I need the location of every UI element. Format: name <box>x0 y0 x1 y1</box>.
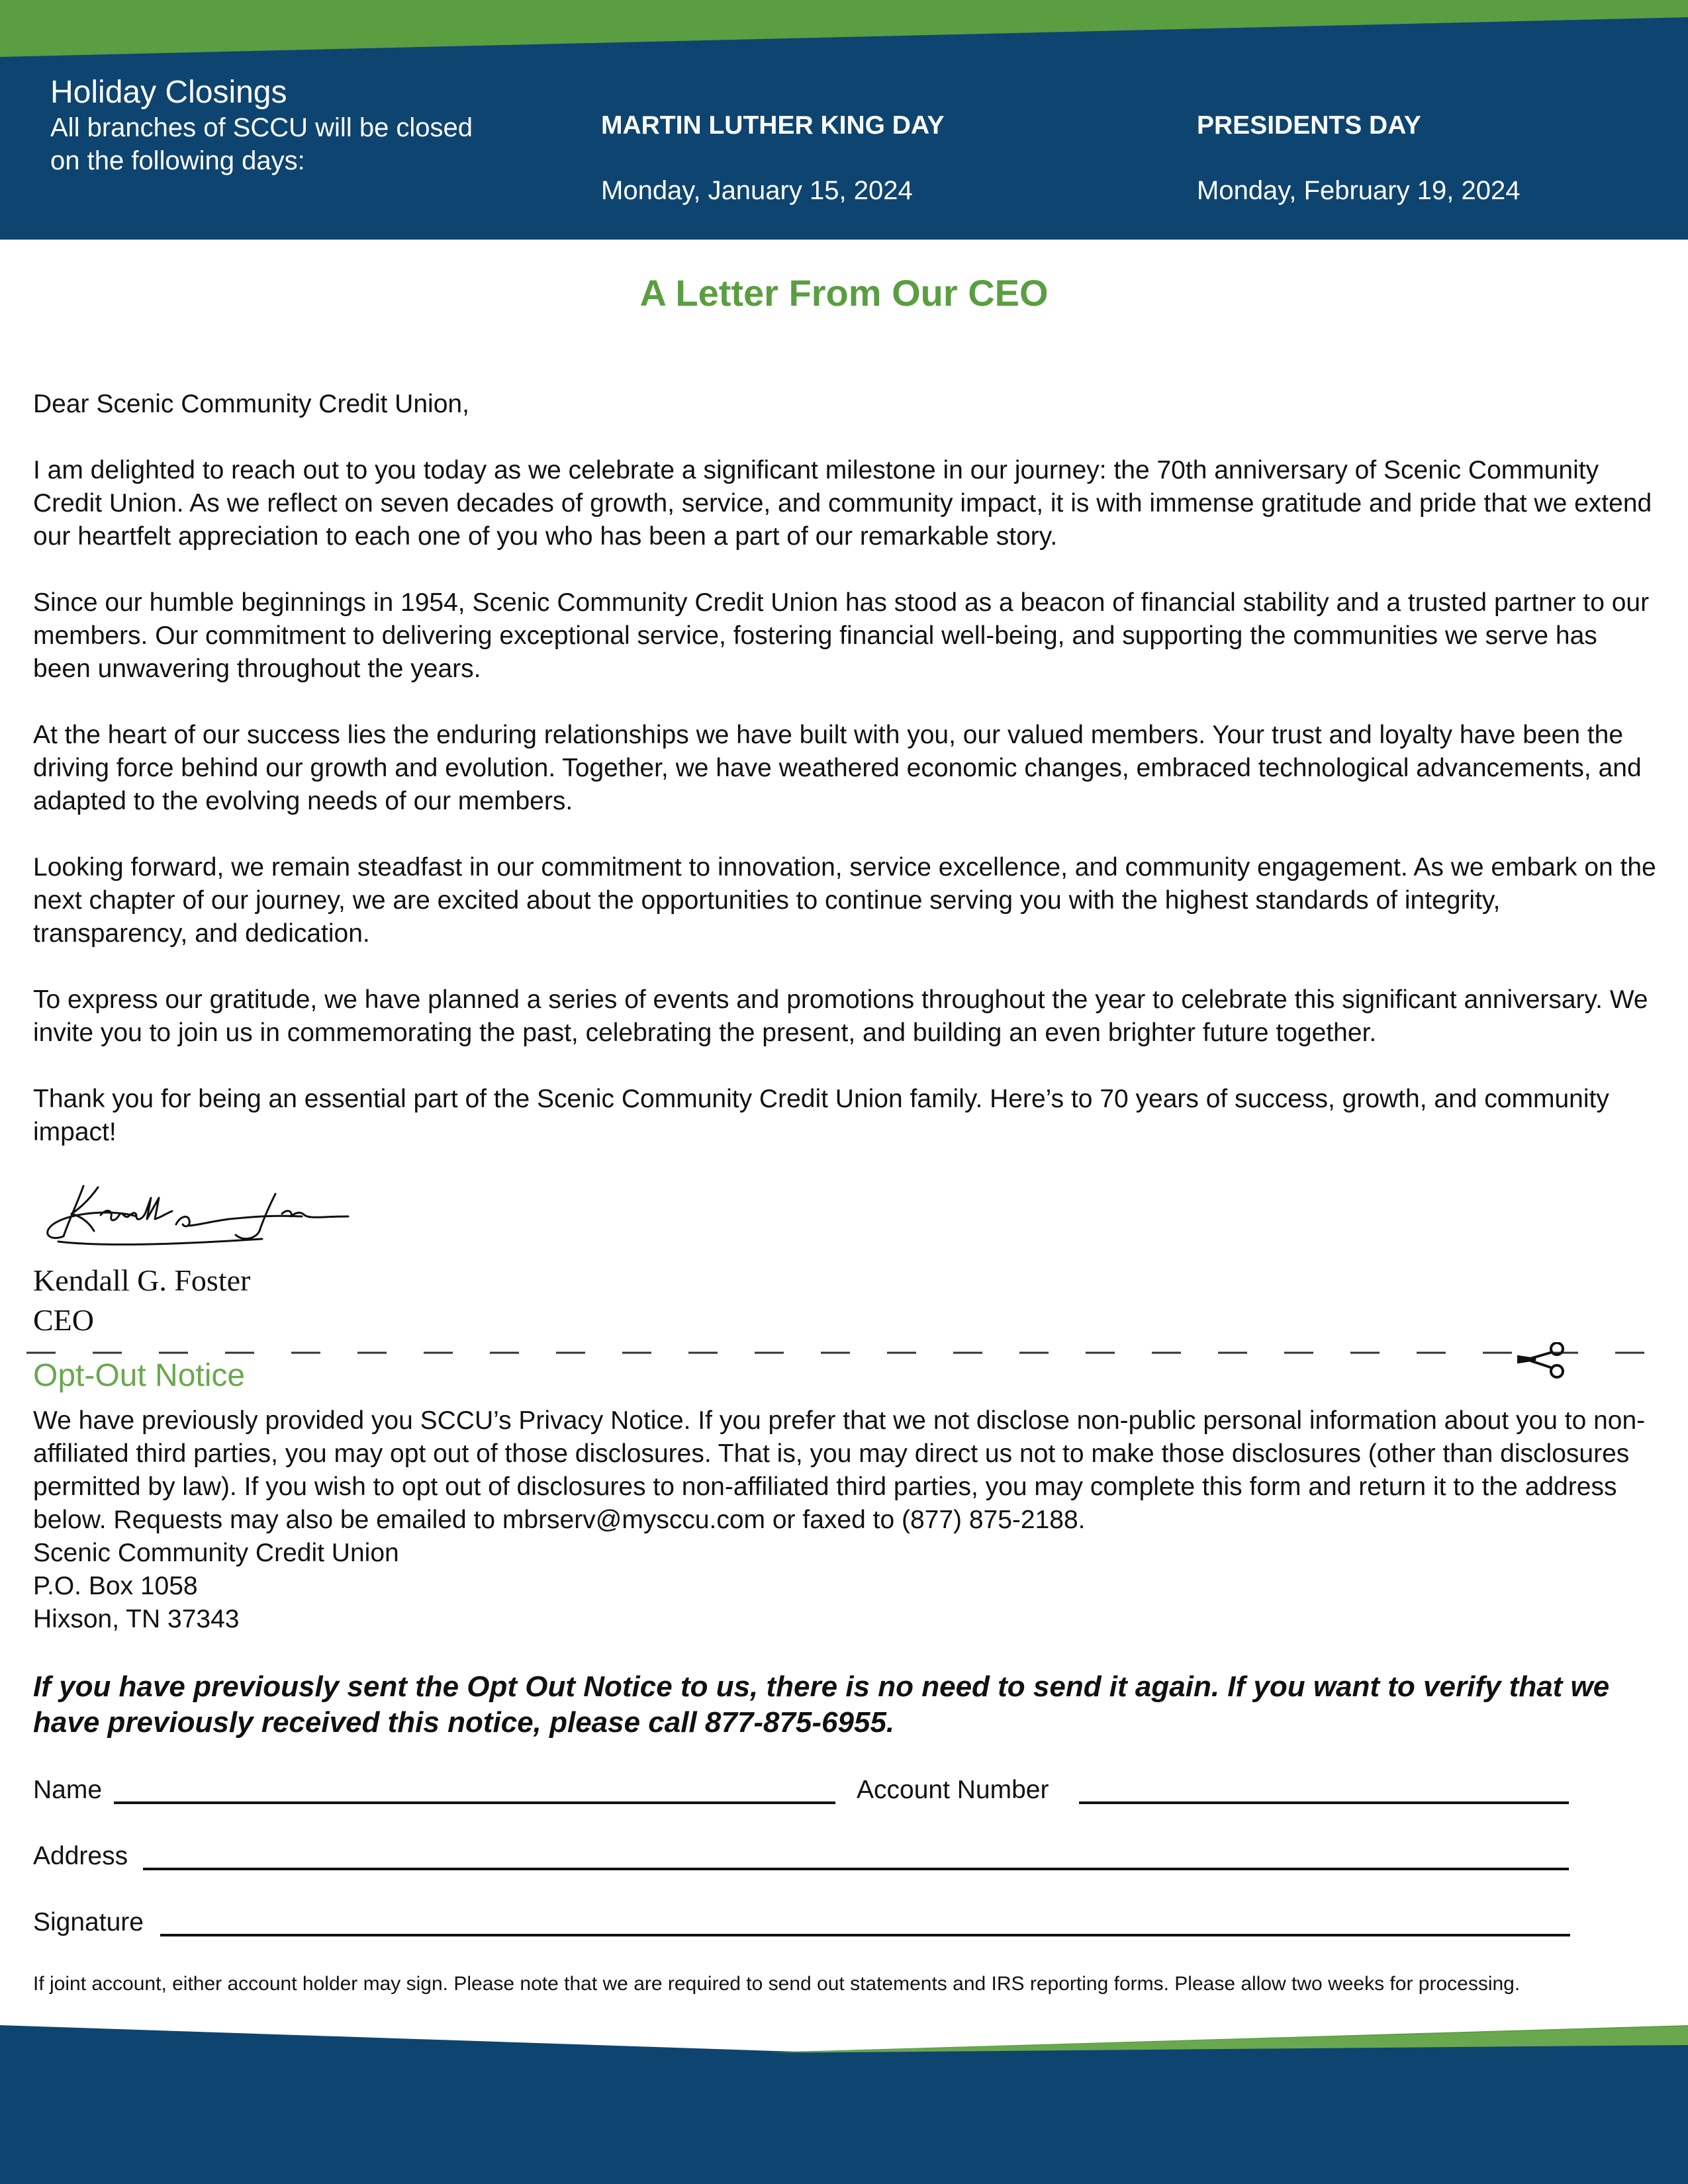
holiday-closings-title: Holiday Closings <box>50 75 287 110</box>
signer-title: CEO <box>33 1303 94 1337</box>
account-number-field[interactable] <box>1079 1801 1569 1804</box>
signer-name: Kendall G. Foster <box>33 1263 251 1297</box>
cut-here-line <box>26 1342 1668 1395</box>
name-field[interactable] <box>114 1801 835 1804</box>
address-field[interactable] <box>143 1868 1569 1870</box>
letter-body <box>33 388 1662 1182</box>
signature-label: Signature <box>33 1908 144 1936</box>
signature-field[interactable] <box>160 1934 1570 1936</box>
green-accent-stripe <box>0 0 1688 60</box>
opt-out-title: Opt-Out Notice <box>33 1358 246 1393</box>
letter-paragraph-1: I am delighted to reach out to you today as we celebrate a significant milestone in our journey: the 70th anniversary of Scenic Community Credit Union. As we reflect on seven decades of growth, service, and community impact, it is with immense gratitude and pride that we extend our heartfelt appreciation to each one of you who has been a part of our remarkable story. <box>33 456 1652 551</box>
holiday-name-presidents: PRESIDENTS DAY <box>1197 111 1421 140</box>
holiday-closings-subtitle <box>50 111 527 177</box>
letter-paragraph-6: Thank you for being an essential part of the Scenic Community Credit Union family. Here’s to 70 years of success, growth, and community impact! <box>33 1085 1609 1146</box>
subtitle-line-1: All branches of SCCU will be closed <box>50 113 473 142</box>
letter-paragraph-2: Since our humble beginnings in 1954, Scenic Community Credit Union has stood as a beacon of financial stability and a trusted partner to our members. Our commitment to delivering exceptional service, fostering financial well-being, and supporting the communities we serve has been unwavering throughout the years. <box>33 588 1650 683</box>
opt-out-verify-note: If you have previously sent the Opt Out Notice to us, there is no need to send it again. If you want to verify that we have previously received this notice, please call 877-875-6955. <box>33 1670 1610 1739</box>
holiday-date-presidents: Monday, February 19, 2024 <box>1197 176 1521 205</box>
name-label: Name <box>33 1776 103 1804</box>
address-line-2: P.O. Box 1058 <box>33 1572 198 1600</box>
address-line-1: Scenic Community Credit Union <box>33 1539 399 1567</box>
holiday-closings-banner <box>0 0 1688 240</box>
letter-paragraph-4: Looking forward, we remain steadfast in our commitment to innovation, service excellence, and community engagement. As we embark on the next chapter of our journey, we are excited about the opportunities to continue serving you with the highest standards of integrity, transparency, and dedication. <box>33 853 1656 948</box>
fine-print: If joint account, either account holder may sign. Please note that we are required to send out statements and IRS reporting forms. Please allow two weeks for processing. <box>33 1973 1521 1995</box>
account-number-label: Account Number <box>857 1776 1049 1804</box>
letter-salutation: Dear Scenic Community Credit Union, <box>33 390 469 418</box>
ceo-handwritten-signature <box>37 1178 368 1251</box>
footer-banner <box>0 2025 1688 2184</box>
holiday-date-mlk: Monday, January 15, 2024 <box>601 176 913 205</box>
opt-out-paragraph: We have previously provided you SCCU’s Privacy Notice. If you prefer that we not disclose non-public personal information about you to non-affiliated third parties, you may opt out of those disclosures. That is, you may direct us not to make those disclosures (other than disclosures permitted by law). If you wish to opt out of disclosures to non-affiliated third parties, you may complete this form and return it to the address below. Requests may also be emailed to mbrserv@mysccu.com or faxed to (877) 875-2188. <box>33 1406 1646 1534</box>
subtitle-line-2: on the following days: <box>50 146 305 175</box>
letter-paragraph-3: At the heart of our success lies the enduring relationships we have built with you, our valued members. Your trust and loyalty have been the driving force behind our growth and evolution. Together, we have weathered economic changes, embraced technological advancements, and adapted to the evolving needs of our members. <box>33 721 1642 815</box>
scissors-icon <box>1519 1343 1563 1377</box>
address-label: Address <box>33 1842 128 1870</box>
address-line-3: Hixson, TN 37343 <box>33 1605 240 1633</box>
letter-paragraph-5: To express our gratitude, we have planned a series of events and promotions throughout the year to celebrate this significant anniversary. We invite you to join us in commemorating the past, celebrating the present, and building an even brighter future together. <box>33 985 1648 1047</box>
opt-out-body <box>33 1404 1662 1636</box>
letter-title: A Letter From Our CEO <box>639 272 1049 314</box>
holiday-name-mlk: MARTIN LUTHER KING DAY <box>601 111 945 140</box>
